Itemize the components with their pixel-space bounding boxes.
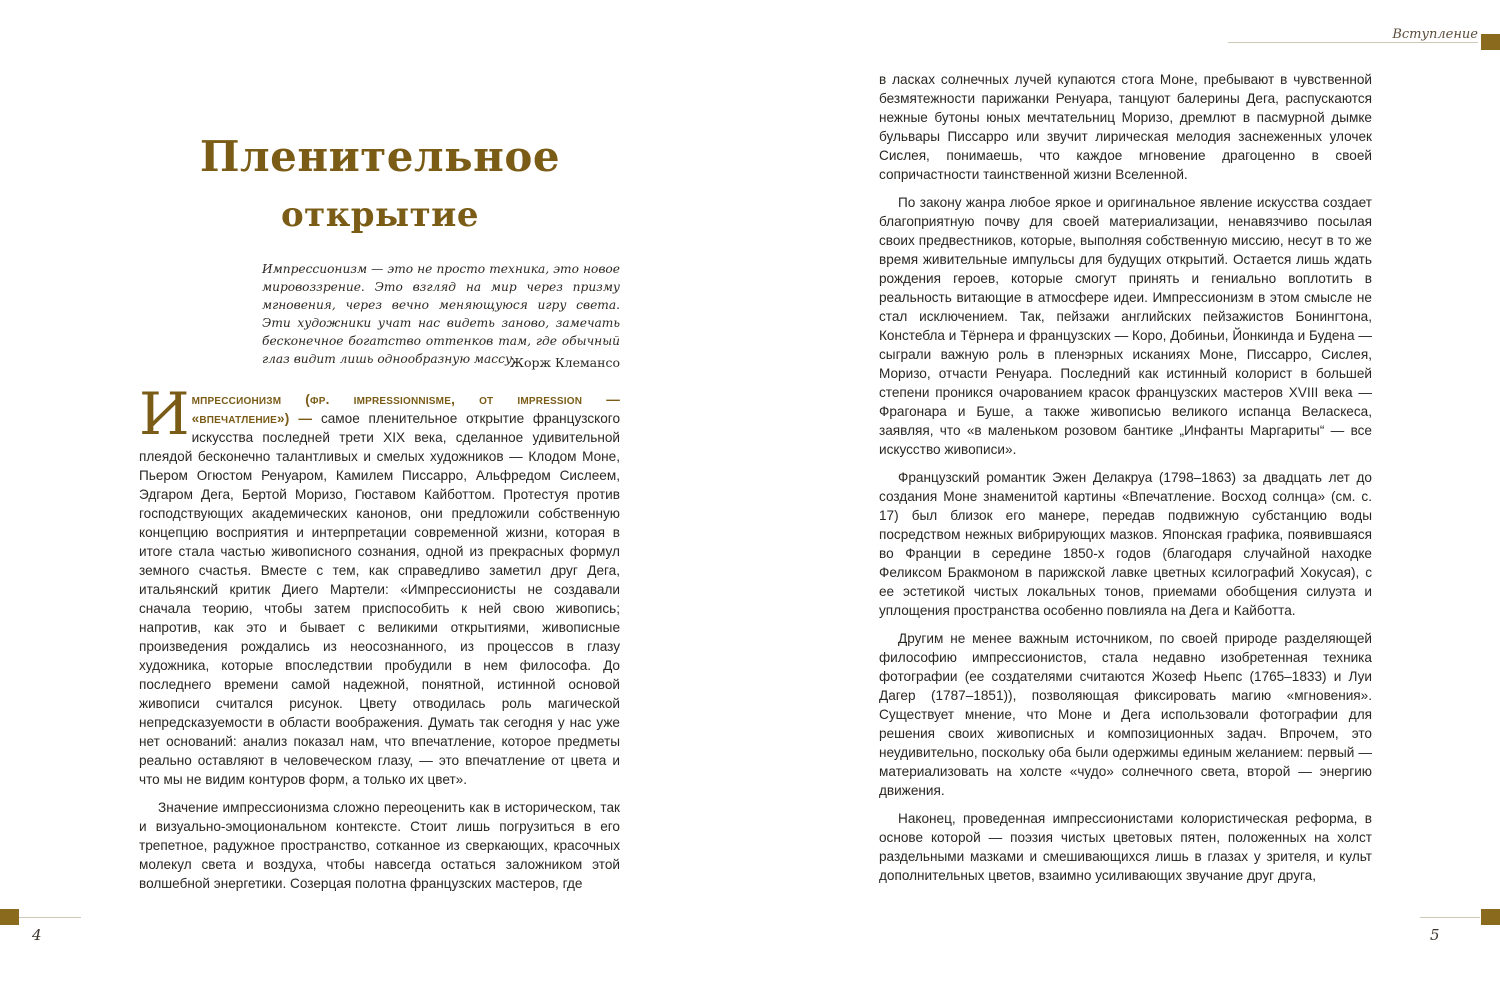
page-number-left: 4 [32,926,42,944]
drop-cap: И [139,380,190,448]
right-page [750,0,1500,981]
paragraph: Другим не менее важным источником, по своей природе разделяющей философию импрессионистов, стала недавно изобретенная техника фотографии (ее создателями считаются Жозеф Ньепс (1765–1833) и Луи Дагер (1787–1851)), позволяющая фиксировать магию «мгновения». Существует мнение, что Моне и Дега использовали фотографии для решения своих живописных и композиционных задач. Впрочем, это неудивительно, поскольку оба были одержимы единым желанием: первый — материализовать на холсте «чудо» солнечного света, второй — энергию движения. [879,631,1372,798]
footer-marker-left [0,909,19,925]
footer-rule-left [19,917,81,918]
header-marker [1481,34,1500,50]
footer-marker-right [1481,909,1500,925]
chapter-title-line1: Пленительное [199,132,561,181]
left-body-text [139,380,621,902]
footer-rule-right [1420,917,1480,918]
running-header: Вступление [1392,27,1478,42]
paragraph: в ласках солнечных лучей купаются стога Моне, пребывают в чувственной безмятежности парижанки Ренуара, танцуют балерины Дега, распускаются нежные бутоны юных мечтательниц Моризо, дремлют в пасмурной дымке бульвары Писсарро или звучит лирическая мелодия заснеженных улочек Сислея, понимаешь, что каждое мгновение драгоценно в своей сопричастности таинственной жизни Вселенной. [879,72,1372,182]
paragraph: Значение импрессионизма сложно переоценить как в историческом, так и визуально-эмоциональном контексте. Стоит лишь погрузиться в его трепетное, радужное пространство, сотканное из сверкающих, красочных молекул света и воздуха, чтобы навсегда остаться заложником этой волшебной энергетики. Созерцая полотна французских мастеров, где [139,800,620,891]
chapter-title-line2: открытие [280,195,480,235]
opening-paragraph-rest: самое пленительное открытие французского искусства последней трети XIX века, сделанное удивительной плеядой бесконечно талантливых и смелых художников — Клодом Моне, Пьером Огюстом Ренуаром, Камилем Писсарро, Альфредом Сислеем, Эдгаром Дега, Бертой Моризо, Гюставом Кайботтом. Протестуя против господствующих академических канонов, они предложили собственную концепцию восприятия и интерпретации современной жизни, которая в итоге стала частью живописного сознания, одной из прекрасных формул земного счастья. Вместе с тем, как справедливо заметил друг Дега, итальянский критик Диего Мартели: «Импрессионисты не создавали сначала теорию, чтобы затем приспособить к ней свою живопись; напротив, как это и бывает с великими открытиями, живописные произведения рождались из неосознанного, из процессов в глазу художника, которые впоследствии пробудили в нем философа. До последнего времени самой надежной, понятной, истинной основой живописи считался рисунок. Цвету отводилась роль магической непредсказуемости в области воображения. Думать так сегодня у нас уже нет оснований: анализ показал нам, что впечатление, которое предметы реально оставляют в человеческом глазу, — это впечатление от цвета и что мы не видим контуров форм, а только их цвет». [139,411,621,787]
epigraph-author: Жорж Клемансо [509,355,620,370]
lead-in: мпрессионизм (фр. impressionnisme, от impression — «впечатление») — [191,392,620,426]
paragraph: По закону жанра любое яркое и оригинальное явление искусства создает благоприятную почву для своей материализации, ненавязчиво посылая своих предвестников, которые, выполняя собственную миссию, несут в то же время живительные импульсы для будущих открытий. Остается лишь ждать рождения героев, которые смогут принять и гениально воплотить в реальность витающие в атмосфере идеи. Импрессионизм в этом смысле не стал исключением. Так, пейзажи английских пейзажистов Бонингтона, Констебла и Тёрнера и французских — Коро, Добиньи, Йонкинда и Будена — сыграли важную роль в пленэрных исканиях Моне, Писсарро, Сислея, Моризо, отчасти Ренуара. Последний как истинный колорист в большей степени проникся очарованием красок французских мастеров XVIII века — Фрагонара и Буше, а также живописью великого испанца Веласкеса, заявляя, что «в маленьком розовом бантике „Инфанты Маргариты“ — все искусство живописи». [879,195,1372,457]
paragraph: Наконец, проведенная импрессионистами колористическая реформа, в основе которой — поэзия чистых цветовых пятен, положенных на холст раздельными мазками и смешивающихся лишь в глазах у зрителя, и культ дополнительных цветов, взаимно усиливающих звучание друг друга, [879,811,1372,883]
paragraph: Французский романтик Эжен Делакруа (1798–1863) за двадцать лет до создания Моне знаменитой картины «Впечатление. Восход солнца» (см. с. 17) был близок его манере, передав подвижную субстанцию воды посредством нежных вибрирующих мазков. Японская графика, появившаяся во Франции в середине 1850-х годов (благодаря случайной находке Феликсом Бракмоном в парижской лавке цветных ксилографий Хокусая), с ее эстетикой чистых локальных тонов, приемами обобщения силуэта и уплощения пространства особенно повлияла на Дега и Кайботта. [879,470,1372,618]
chapter-title [140,128,620,244]
epigraph-text: Импрессионизм — это не просто техника, это новое мировоззрение. Это взгляд на мир через призму мгновения, через вечно меняющуюся игру света. Эти художники учат нас видеть заново, замечать бесконечное богатство оттенков там, где обычный глаз видит лишь однообразную массу. [262,262,620,366]
page-number-right: 5 [1430,926,1440,944]
right-body-text [879,70,1372,894]
opening-paragraph [139,380,621,789]
header-rule [1228,42,1478,43]
